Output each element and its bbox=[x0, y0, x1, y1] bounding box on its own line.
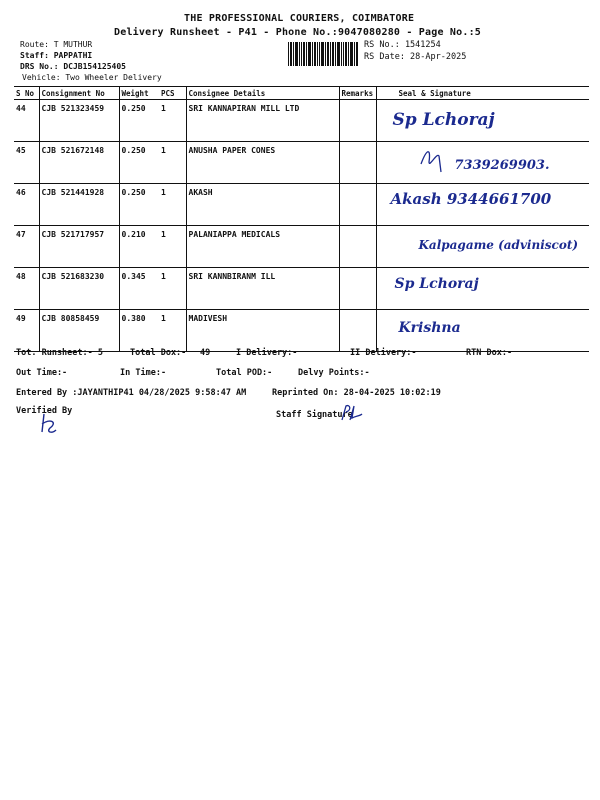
cell-pcs: 1 bbox=[159, 268, 186, 310]
cell-signature bbox=[376, 268, 589, 310]
cell-consignee: AKASH bbox=[186, 184, 339, 226]
table-row bbox=[14, 226, 589, 268]
cell-remarks bbox=[339, 142, 376, 184]
cell-remarks bbox=[339, 226, 376, 268]
drs-number: DRS No.: DCJB154125405 bbox=[20, 62, 126, 71]
cell-consignee: SRI KANNAPIRAN MILL LTD bbox=[186, 100, 339, 142]
cell-signature bbox=[376, 100, 589, 142]
cell-remarks bbox=[339, 310, 376, 352]
cell-sno: 44 bbox=[14, 100, 39, 142]
cell-sno: 45 bbox=[14, 142, 39, 184]
cell-consignee: SRI KANNBIRANM ILL bbox=[186, 268, 339, 310]
cell-pcs: 1 bbox=[159, 226, 186, 268]
col-header-remarks: Remarks bbox=[339, 87, 376, 100]
table-header-row bbox=[14, 87, 589, 100]
cell-remarks bbox=[339, 100, 376, 142]
cell-pcs: 1 bbox=[159, 142, 186, 184]
signature-handwriting: Sp Lchoraj bbox=[394, 276, 479, 292]
ii-delivery-label: II Delivery:- bbox=[350, 348, 417, 358]
vehicle-label: Vehicle: Two Wheeler Delivery bbox=[22, 73, 162, 82]
reprinted-on: Reprinted On: 28-04-2025 10:02:19 bbox=[272, 388, 441, 398]
rtn-dox-label: RTN Dox:- bbox=[466, 348, 513, 358]
cell-sno: 47 bbox=[14, 226, 39, 268]
cell-pcs: 1 bbox=[159, 310, 186, 352]
verified-by-label: Verified By bbox=[16, 406, 73, 416]
barcode-image bbox=[288, 42, 358, 66]
cell-weight: 0.250 bbox=[119, 100, 159, 142]
col-header-sno: S No bbox=[14, 87, 39, 100]
cell-sno: 48 bbox=[14, 268, 39, 310]
cell-consignment: CJB 521323459 bbox=[39, 100, 119, 142]
cell-consignment: CJB 80858459 bbox=[39, 310, 119, 352]
table-row bbox=[14, 310, 589, 352]
total-runsheet: Tot. Runsheet:- 5 bbox=[16, 348, 103, 358]
out-time-label: Out Time:- bbox=[16, 368, 68, 378]
entered-by: Entered By :JAYANTHIP41 04/28/2025 9:58:47 AM bbox=[16, 388, 247, 398]
cell-weight: 0.250 bbox=[119, 142, 159, 184]
cell-signature bbox=[376, 142, 589, 184]
signature-handwriting: Sp Lchoraj bbox=[392, 110, 495, 130]
cell-sno: 49 bbox=[14, 310, 39, 352]
signature-handwriting: Kalpagame (adviniscot) bbox=[418, 238, 579, 252]
runsheet-subtitle: Delivery Runsheet - P41 - Phone No.:9047080280 - Page No.:5 bbox=[114, 27, 482, 38]
cell-weight: 0.345 bbox=[119, 268, 159, 310]
company-title: THE PROFESSIONAL COURIERS, COIMBATORE bbox=[184, 13, 415, 24]
total-dox-label: Total Dox:- bbox=[130, 348, 187, 358]
total-dox-value: 49 bbox=[200, 348, 211, 358]
cell-consignee: MADIVESH bbox=[186, 310, 339, 352]
total-pod-label: Total POD:- bbox=[216, 368, 273, 378]
col-header-consignment: Consignment No bbox=[39, 87, 119, 100]
table-row bbox=[14, 268, 589, 310]
staff-signature-label: Staff Signature bbox=[276, 410, 353, 420]
signature-handwriting: 7339269903. bbox=[454, 158, 550, 173]
cell-signature bbox=[376, 310, 589, 352]
verifier-signature bbox=[36, 412, 62, 438]
cell-weight: 0.210 bbox=[119, 226, 159, 268]
runsheet-table bbox=[14, 86, 589, 352]
cell-consignment: CJB 521717957 bbox=[39, 226, 119, 268]
in-time-label: In Time:- bbox=[120, 368, 167, 378]
i-delivery-label: I Delivery:- bbox=[236, 348, 298, 358]
cell-weight: 0.380 bbox=[119, 310, 159, 352]
col-header-pcs: PCS bbox=[159, 87, 186, 100]
cell-remarks bbox=[339, 184, 376, 226]
cell-weight: 0.250 bbox=[119, 184, 159, 226]
cell-consignment: CJB 521672148 bbox=[39, 142, 119, 184]
rs-date: RS Date: 28-Apr-2025 bbox=[364, 52, 467, 62]
col-header-weight: Weight bbox=[119, 87, 159, 100]
staff-signature-mark bbox=[340, 402, 364, 424]
cell-signature bbox=[376, 226, 589, 268]
cell-consignee: ANUSHA PAPER CONES bbox=[186, 142, 339, 184]
table-row bbox=[14, 100, 589, 142]
table-row bbox=[14, 142, 589, 184]
table-row bbox=[14, 184, 589, 226]
delvy-points-label: Delvy Points:- bbox=[298, 368, 370, 378]
cell-pcs: 1 bbox=[159, 100, 186, 142]
col-header-consignee: Consignee Details bbox=[186, 87, 339, 100]
cell-consignment: CJB 521683230 bbox=[39, 268, 119, 310]
route-label: Route: T MUTHUR bbox=[20, 40, 93, 49]
col-header-signature: Seal & Signature bbox=[376, 87, 589, 100]
cell-sno: 46 bbox=[14, 184, 39, 226]
signature-handwriting: Krishna bbox=[398, 320, 461, 336]
staff-label: Staff: PAPPATHI bbox=[20, 51, 93, 60]
signature-scribble bbox=[417, 144, 447, 174]
signature-handwriting: Akash 9344661700 bbox=[390, 190, 552, 208]
cell-consignment: CJB 521441928 bbox=[39, 184, 119, 226]
cell-consignee: PALANIAPPA MEDICALS bbox=[186, 226, 339, 268]
cell-pcs: 1 bbox=[159, 184, 186, 226]
cell-signature bbox=[376, 184, 589, 226]
cell-remarks bbox=[339, 268, 376, 310]
rs-number: RS No.: 1541254 bbox=[364, 40, 441, 50]
